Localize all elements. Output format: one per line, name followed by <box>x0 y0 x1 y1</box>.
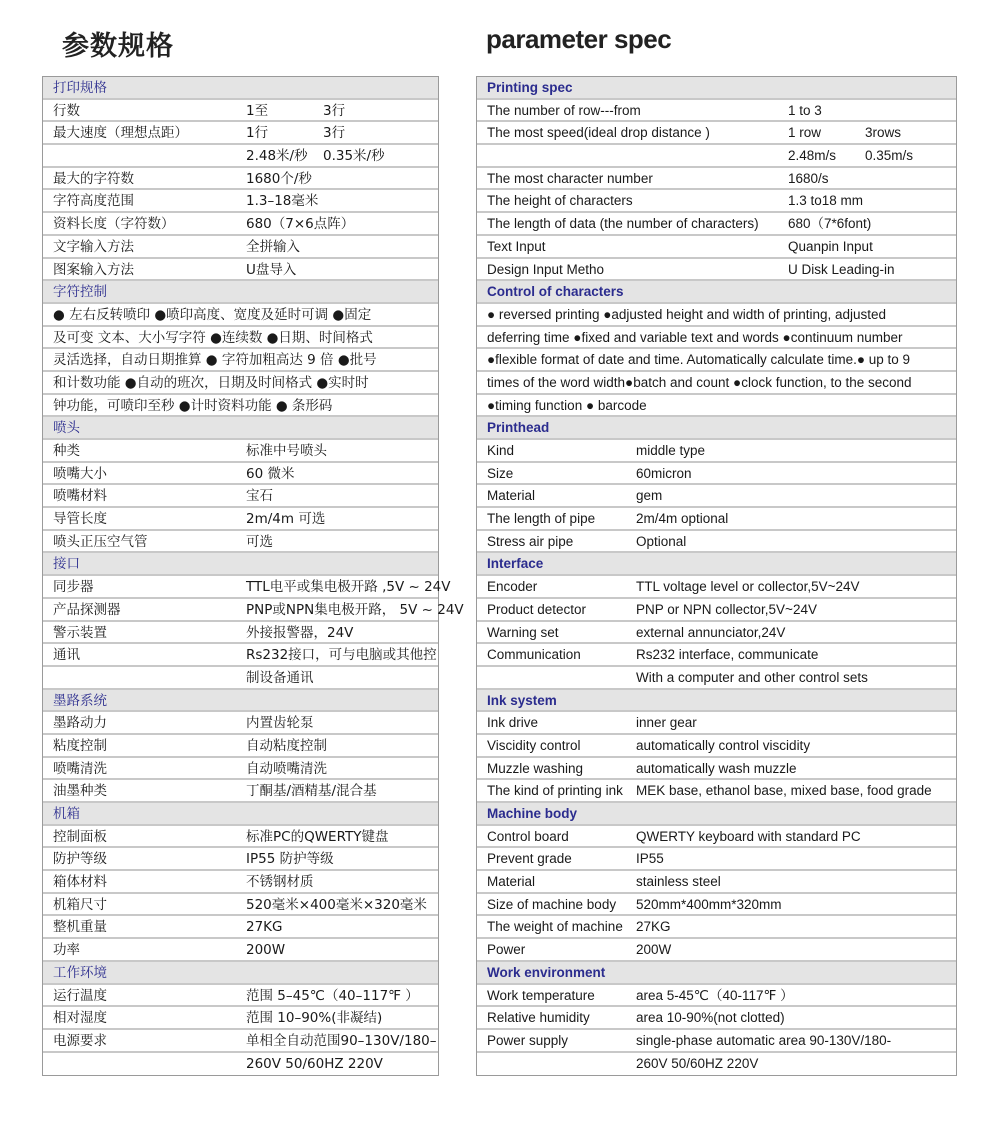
spec-value: area 10-90%(not clotted) <box>636 1010 785 1026</box>
section-header-ink <box>43 690 438 713</box>
spec-row <box>43 644 438 667</box>
spec-value: 27KG <box>246 919 283 936</box>
spec-label: Size of machine body <box>487 896 617 912</box>
feature-line <box>43 395 438 418</box>
feature-text: ●timing function ● barcode <box>487 397 647 413</box>
spec-row <box>43 190 438 213</box>
spec-label: 喷头正压空气管 <box>53 533 148 550</box>
spec-label: Communication <box>487 647 581 663</box>
spec-row <box>43 1007 438 1030</box>
spec-value: 范围 5–45℃（40–117℉ ） <box>246 987 419 1004</box>
spec-value: 宝石 <box>246 488 273 505</box>
spec-row <box>43 508 438 531</box>
feature-line <box>43 372 438 395</box>
spec-label: 同步器 <box>53 579 94 596</box>
spec-row <box>477 871 956 894</box>
spec-value: 200W <box>246 942 286 959</box>
spec-label: 机箱尺寸 <box>53 896 107 913</box>
spec-value: Rs232接口，可与电脑或其他控 <box>246 647 437 664</box>
section-title: Machine body <box>487 806 578 821</box>
section-header-printing <box>477 77 956 100</box>
spec-value: 不锈钢材质 <box>246 874 314 891</box>
spec-value: gem <box>636 488 663 504</box>
spec-value: 1680个/秒 <box>246 170 312 187</box>
feature-text: times of the word width●batch and count ●clock function, to the second <box>487 374 912 390</box>
spec-label: 资料长度（字符数） <box>53 216 175 233</box>
spec-value: QWERTY keyboard with standard PC <box>636 828 861 844</box>
feature-text: ● reversed printing ●adjusted height and width of printing, adjusted <box>487 306 887 322</box>
spec-row <box>477 1030 956 1053</box>
spec-value: 2m/4m 可选 <box>246 511 326 528</box>
spec-row <box>43 848 438 871</box>
spec-row <box>477 122 956 145</box>
spec-label: 整机重量 <box>53 919 107 936</box>
spec-row <box>477 1053 956 1076</box>
spec-value: 1 to 3 <box>788 102 822 118</box>
spec-value: 外接报警器，24V <box>246 624 354 641</box>
spec-row <box>43 531 438 554</box>
spec-value: 1 row <box>788 125 822 141</box>
spec-value: 自动喷嘴清洗 <box>246 760 327 777</box>
spec-value: 60 微米 <box>246 465 295 482</box>
spec-label: Viscidity control <box>487 737 581 753</box>
spec-row <box>477 758 956 781</box>
spec-label: 墨路动力 <box>53 715 107 732</box>
spec-row <box>43 122 438 145</box>
spec-row <box>477 894 956 917</box>
feature-text: 及可变 文本、大小写字符 ●连续数 ●日期、时间格式 <box>53 329 373 346</box>
spec-row <box>477 236 956 259</box>
spec-label: Size <box>487 465 514 481</box>
spec-row <box>43 100 438 123</box>
spec-row <box>477 190 956 213</box>
spec-value: IP55 防护等级 <box>246 851 334 868</box>
spec-row <box>43 599 464 622</box>
spec-value-secondary: 3rows <box>865 125 902 141</box>
feature-line <box>43 349 438 372</box>
spec-label: Prevent grade <box>487 851 572 867</box>
spec-row <box>477 939 956 962</box>
spec-row <box>43 576 451 599</box>
spec-label: Muzzle washing <box>487 760 584 776</box>
spec-value: 60micron <box>636 465 692 481</box>
spec-label: The number of row---from <box>487 102 641 118</box>
spec-table-cn <box>42 76 464 1076</box>
spec-value: MEK base, ethanol base, mixed base, food grade <box>636 783 932 799</box>
spec-row <box>477 848 956 871</box>
spec-value: 2.48m/s <box>788 148 837 164</box>
spec-value: single-phase automatic area 90-130V/180- <box>636 1032 892 1048</box>
spec-value: external annunciator,24V <box>636 624 786 640</box>
section-header-control <box>43 281 438 304</box>
spec-value: PNP或NPN集电极开路， 5V ~ 24V <box>246 601 464 618</box>
spec-label: 喷嘴清洗 <box>53 760 107 777</box>
spec-row <box>43 236 438 259</box>
section-title: 打印规格 <box>53 80 107 96</box>
spec-label: Material <box>487 488 536 504</box>
spec-value: 1至 <box>246 102 269 119</box>
section-title: Control of characters <box>487 284 624 300</box>
spec-value: 1680/s <box>788 170 829 186</box>
section-title: Work environment <box>487 964 606 980</box>
spec-row <box>43 213 438 236</box>
spec-row <box>477 916 956 939</box>
spec-label: 运行温度 <box>53 987 107 1004</box>
spec-value: 全拼输入 <box>246 238 300 255</box>
spec-label: The weight of machine <box>487 919 623 935</box>
section-header-printhead <box>43 417 438 440</box>
section-title: 机箱 <box>53 806 80 822</box>
spec-value: Quanpin Input <box>788 238 873 254</box>
spec-label: The length of pipe <box>487 511 596 527</box>
section-header-interface <box>477 553 956 576</box>
spec-row <box>477 622 956 645</box>
section-header-body <box>43 803 438 826</box>
feature-line <box>477 327 956 350</box>
spec-row <box>43 894 438 917</box>
section-title: 工作环境 <box>53 964 107 981</box>
spec-row <box>477 599 956 622</box>
section-title: 接口 <box>53 556 80 573</box>
spec-row <box>43 622 438 645</box>
spec-value-secondary: 0.35m/s <box>865 148 914 164</box>
spec-label: 功率 <box>53 942 80 959</box>
spec-value: 200W <box>636 942 672 958</box>
spec-row <box>43 780 438 803</box>
spec-value: IP55 <box>636 851 664 867</box>
spec-row <box>477 667 956 690</box>
spec-row <box>477 712 956 735</box>
spec-value: U盘导入 <box>246 261 297 278</box>
spec-value: area 5-45℃（40-117℉ ） <box>636 987 794 1003</box>
spec-row <box>43 168 438 191</box>
feature-line <box>477 372 956 395</box>
spec-row <box>43 667 438 690</box>
spec-label: Stress air pipe <box>487 533 574 549</box>
spec-label: The length of data (the number of characters) <box>487 216 759 232</box>
spec-value: 制设备通讯 <box>246 669 314 686</box>
spec-value: Rs232 interface, communicate <box>636 647 819 663</box>
spec-value: 520mm*400mm*320mm <box>636 896 782 912</box>
spec-value-secondary: 3行 <box>323 102 346 119</box>
spec-label: 最大的字符数 <box>53 170 134 187</box>
feature-text: 钟功能，可喷印至秒 ●计时资料功能 ● 条形码 <box>53 397 333 414</box>
spec-value: U Disk Leading-in <box>788 261 895 277</box>
spec-row <box>477 780 956 803</box>
section-header-printhead <box>477 417 956 440</box>
spec-value: automatically wash muzzle <box>636 760 797 776</box>
spec-label: 喷嘴大小 <box>53 465 107 482</box>
spec-row <box>43 916 438 939</box>
spec-row <box>477 259 956 282</box>
spec-value: 标准中号喷头 <box>246 443 327 459</box>
page-title-cn: 参数规格 <box>62 31 174 62</box>
page-title-en: parameter spec <box>486 24 672 54</box>
section-title: 墨路系统 <box>53 692 107 709</box>
spec-row <box>43 871 438 894</box>
spec-label: Product detector <box>487 601 587 617</box>
spec-label: Power <box>487 942 526 958</box>
spec-row <box>477 463 956 486</box>
spec-value: automatically control viscidity <box>636 737 811 753</box>
spec-label: 导管长度 <box>53 511 107 528</box>
spec-value: stainless steel <box>636 874 721 890</box>
spec-label: 粘度控制 <box>53 737 107 754</box>
spec-label: 行数 <box>53 102 80 119</box>
spec-row <box>477 440 956 463</box>
spec-label: The kind of printing ink <box>487 783 623 799</box>
spec-label: The most character number <box>487 170 653 186</box>
spec-value: 2m/4m optional <box>636 511 729 527</box>
spec-label: 喷嘴材料 <box>53 488 107 505</box>
spec-label: Warning set <box>487 624 559 640</box>
spec-label: 种类 <box>53 443 80 459</box>
section-title: Interface <box>487 556 544 572</box>
spec-label: 控制面板 <box>53 828 107 845</box>
spec-label: 相对湿度 <box>53 1010 107 1027</box>
spec-value: 标准PC的QWERTY键盘 <box>246 828 389 845</box>
spec-value: 丁酮基/酒精基/混合基 <box>246 783 377 800</box>
section-header-body <box>477 803 956 826</box>
spec-label: Ink drive <box>487 715 539 731</box>
section-header-ink <box>477 690 956 713</box>
spec-label: 通讯 <box>53 647 80 664</box>
spec-value: TTL voltage level or collector,5V~24V <box>636 579 860 595</box>
spec-label: Work temperature <box>487 987 595 1003</box>
spec-value: PNP or NPN collector,5V~24V <box>636 601 817 617</box>
spec-value: inner gear <box>636 715 697 731</box>
spec-row <box>477 826 956 849</box>
spec-value: 范围 10–90%(非凝结) <box>246 1010 383 1027</box>
spec-label: 图案输入方法 <box>53 261 134 278</box>
feature-text: ●flexible format of date and time. Automatically calculate time.● up to 9 <box>487 352 911 368</box>
spec-row <box>43 463 438 486</box>
spec-label: Power supply <box>487 1032 569 1048</box>
spec-value: 1行 <box>246 125 269 142</box>
spec-label: Relative humidity <box>487 1010 590 1026</box>
spec-label: Kind <box>487 443 515 458</box>
feature-line <box>477 304 956 327</box>
feature-line <box>43 304 438 327</box>
spec-label: 最大速度（理想点距） <box>53 125 188 142</box>
spec-row <box>43 1030 438 1053</box>
spec-label: Text Input <box>487 238 546 254</box>
section-header-printing <box>43 77 438 100</box>
spec-row <box>477 985 956 1008</box>
spec-label: The most speed(ideal drop distance ) <box>487 125 710 141</box>
spec-label: Control board <box>487 828 569 844</box>
feature-text: ● 左右反转喷印 ●喷印高度、宽度及延时可调 ●固定 <box>53 306 372 323</box>
spec-label: Design Input Metho <box>487 261 605 277</box>
spec-value: 260V 50/60HZ 220V <box>636 1055 759 1071</box>
spec-row <box>43 735 438 758</box>
spec-row <box>43 259 438 282</box>
spec-label: 箱体材料 <box>53 874 107 891</box>
spec-value: 内置齿轮泵 <box>246 715 314 732</box>
spec-label: Material <box>487 874 536 890</box>
spec-value: 自动粘度控制 <box>246 737 327 754</box>
spec-row <box>477 644 956 667</box>
spec-label: 产品探测器 <box>53 601 121 618</box>
spec-row <box>477 168 956 191</box>
spec-row <box>477 1007 956 1030</box>
section-header-interface <box>43 553 438 576</box>
spec-value: 1.3 to18 mm <box>788 193 864 209</box>
feature-line <box>43 327 438 350</box>
spec-row <box>43 1053 438 1076</box>
spec-value: TTL电平或集电极开路 ,5V ~ 24V <box>246 579 451 596</box>
spec-value-secondary: 0.35米/秒 <box>323 148 385 165</box>
feature-text: deferring time ●fixed and variable text and words ●continuum number <box>487 329 903 345</box>
spec-row <box>477 735 956 758</box>
spec-value: Optional <box>636 533 687 549</box>
section-title: 喷头 <box>53 420 80 437</box>
spec-value: 680（7*6font) <box>788 216 872 232</box>
spec-value: 1.3–18毫米 <box>246 193 319 210</box>
spec-table-en <box>476 76 957 1076</box>
spec-row <box>477 485 956 508</box>
spec-label: 字符高度范围 <box>53 193 134 210</box>
spec-row <box>477 145 956 168</box>
feature-text: 灵活选择，自动日期推算 ● 字符加粗高达 9 倍 ●批号 <box>53 352 377 369</box>
spec-value: 可选 <box>246 533 273 550</box>
spec-row <box>43 712 438 735</box>
spec-row <box>43 758 438 781</box>
feature-line <box>477 349 956 372</box>
feature-text: 和计数功能 ●自动的班次，日期及时间格式 ●实时时 <box>53 374 369 391</box>
spec-label: 警示装置 <box>53 624 107 641</box>
spec-row <box>43 485 438 508</box>
section-header-env <box>43 962 438 985</box>
section-title: 字符控制 <box>53 284 107 301</box>
spec-label: 油墨种类 <box>53 783 107 800</box>
spec-label: Encoder <box>487 579 538 595</box>
spec-row <box>43 939 438 962</box>
spec-row <box>43 826 438 849</box>
spec-row <box>43 985 438 1008</box>
section-title: Printhead <box>487 420 550 436</box>
spec-label: 电源要求 <box>53 1032 107 1049</box>
spec-label: 文字输入方法 <box>53 238 134 255</box>
spec-value: 2.48米/秒 <box>246 148 308 165</box>
spec-value: 520毫米×400毫米×320毫米 <box>246 896 427 913</box>
spec-label: 防护等级 <box>53 851 107 868</box>
spec-row <box>477 531 956 554</box>
spec-row <box>477 508 956 531</box>
spec-value: 680（7×6点阵） <box>246 216 355 233</box>
spec-value: 27KG <box>636 919 671 935</box>
feature-line <box>477 395 956 418</box>
section-title: Printing spec <box>487 80 573 95</box>
spec-value: middle type <box>636 443 706 458</box>
spec-row <box>477 100 956 123</box>
spec-value: With a computer and other control sets <box>636 669 868 685</box>
spec-row <box>477 213 956 236</box>
spec-value: 260V 50/60HZ 220V <box>246 1055 383 1072</box>
section-title: Ink system <box>487 692 557 708</box>
spec-row <box>43 440 438 463</box>
section-header-env <box>477 962 956 985</box>
spec-row <box>477 576 956 599</box>
section-header-control <box>477 281 956 304</box>
spec-value: 单相全自动范围90–130V/180– <box>246 1032 437 1049</box>
spec-row <box>43 145 438 168</box>
spec-value-secondary: 3行 <box>323 125 346 142</box>
spec-label: The height of characters <box>487 193 633 209</box>
